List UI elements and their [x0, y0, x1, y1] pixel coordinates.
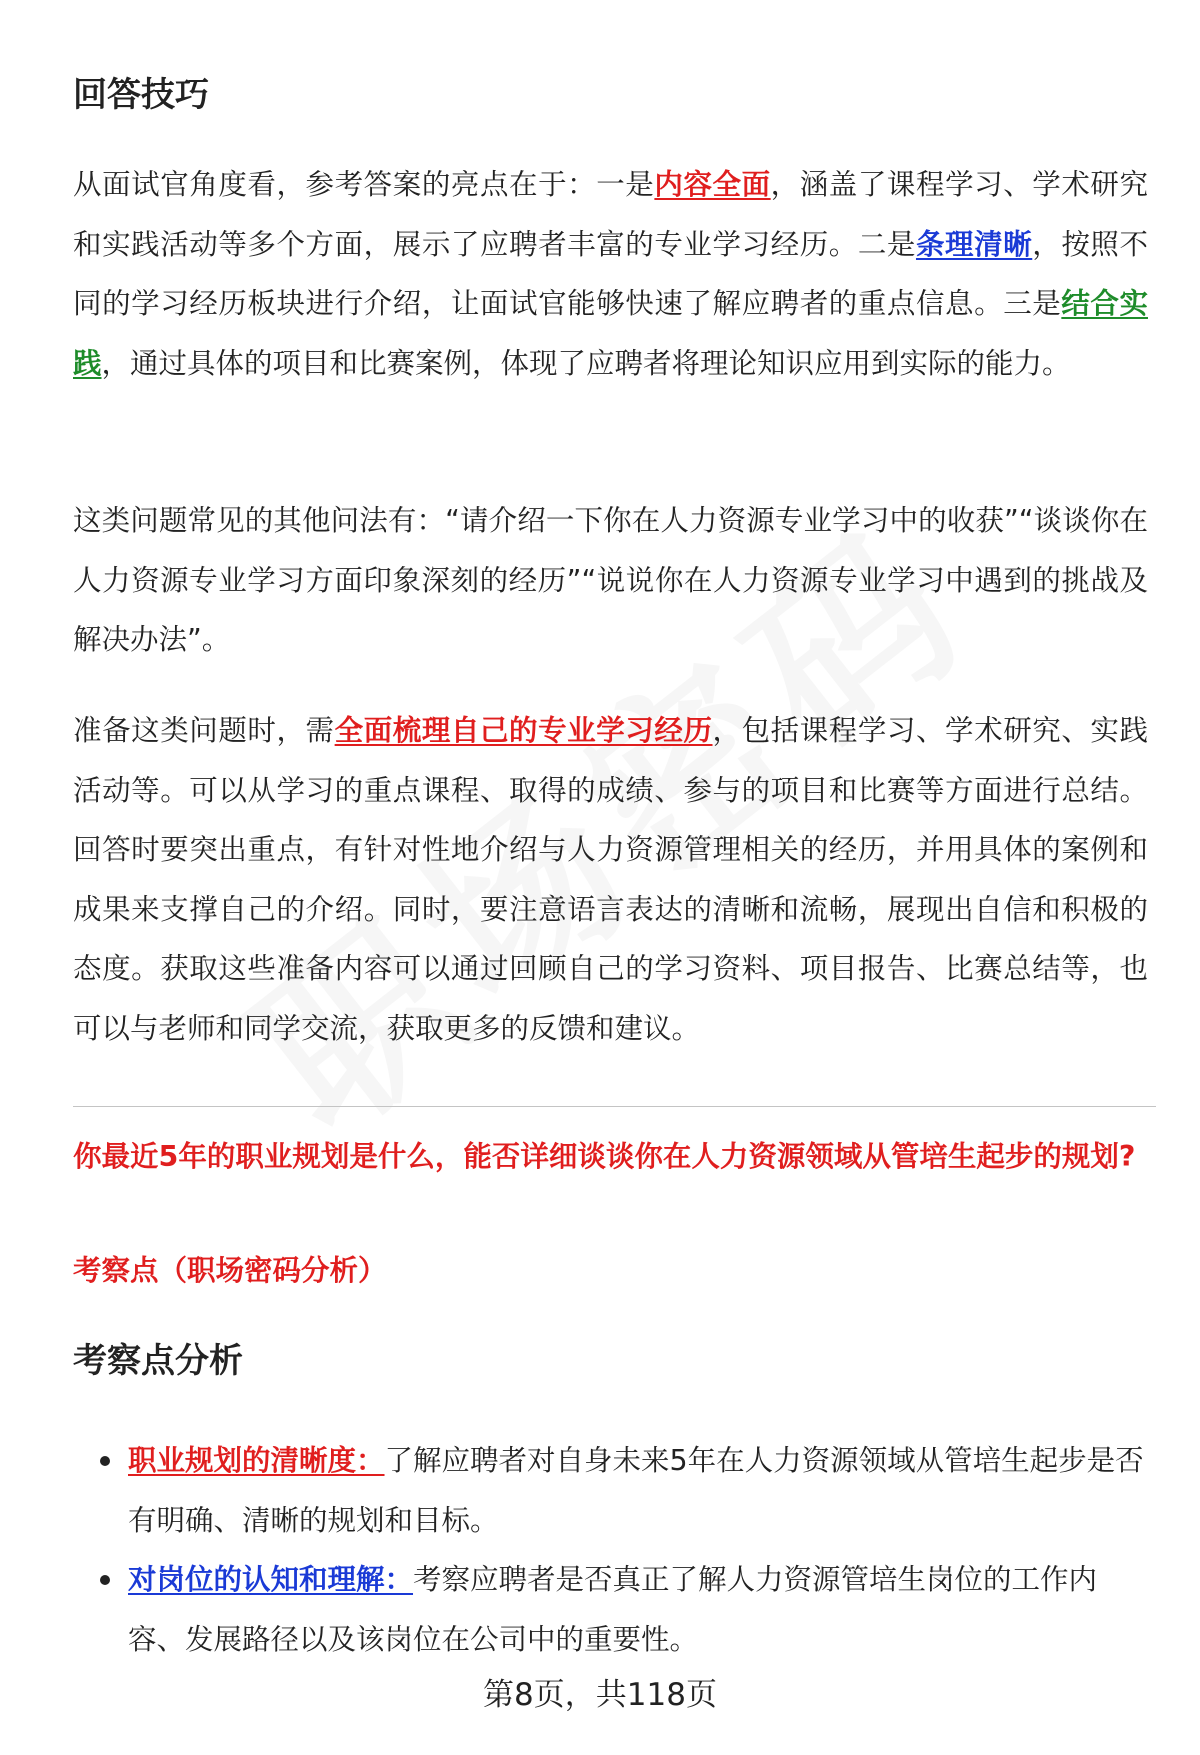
bullet-label: 职业规划的清晰度：: [128, 1444, 385, 1477]
text-run: ，通过具体的项目和比赛案例，体现了应聘者将理论知识应用到实际的能力。: [101, 346, 1071, 380]
highlight-review-experience: 全面梳理自己的专业学习经历: [334, 714, 713, 747]
page-number: 第8页，共118页: [483, 1677, 717, 1713]
assessment-label: 考察点（职场密码分析）: [73, 1254, 387, 1287]
text-run: ，涵盖了课程学习、学术研究和实践活动等多个方面，展示了应聘者丰富的专业学习经历。二是: [73, 168, 1148, 261]
assessment-bullet-list: [73, 1431, 1148, 1669]
bullet-text: 考察应聘者是否真正了解人力资源管培生岗位的工作内容、发展路径以及该岗位在公司中的重要性。: [128, 1563, 1098, 1656]
highlight-clear-structure: 条理清晰: [915, 227, 1033, 261]
bullet-text: 了解应聘者对自身未来5年在人力资源领域从管培生起步是否有明确、清晰的规划和目标。: [128, 1444, 1144, 1537]
highlight-combine-practice: 结合实践: [73, 287, 1148, 380]
highlight-content-comprehensive: 内容全面: [654, 168, 771, 201]
list-item: [73, 1431, 1148, 1550]
paragraph-preparation: [73, 701, 1148, 1058]
section-divider: [73, 1106, 1156, 1107]
section-heading-assessment-analysis: 考察点分析: [73, 1341, 243, 1381]
paragraph-highlights: [73, 155, 1148, 393]
text-run: 从面试官角度看，参考答案的亮点在于：一是: [73, 168, 655, 201]
text-run: 准备这类问题时，需: [73, 714, 335, 747]
interview-question: 你最近5年的职业规划是什么，能否详细谈谈你在人力资源领域从管培生起步的规划?: [73, 1140, 1136, 1173]
paragraph-other-phrasings: 这类问题常见的其他问法有：“请介绍一下你在人力资源专业学习中的收获”“谈谈你在人力资源专业学习方面印象深刻的经历”“说说你在人力资源专业学习中遇到的挑战及解决办法”。: [73, 504, 1148, 656]
bullet-icon: [100, 1456, 110, 1466]
text-run: ，按照不同的学习经历板块进行介绍，让面试官能够快速了解应聘者的重点信息。三是: [73, 227, 1148, 320]
bullet-icon: [100, 1575, 110, 1585]
bullet-label: 对岗位的认知和理解：: [128, 1563, 414, 1596]
section-heading-answer-tips: 回答技巧: [73, 75, 209, 115]
text-run: ，包括课程学习、学术研究、实践活动等。可以从学习的重点课程、取得的成绩、参与的项目和比赛等方面进行总结。回答时要突出重点，有针对性地介绍与人力资源管理相关的经历，并用具体的案例和成果来支撑自己的介绍。同时，要注意语言表达的清晰和流畅，展现出自信和积极的态度。获取这些准备内容可以通过回顾自己的学习资料、项目报告、比赛总结等，也可以与老师和同学交流，获取更多的反馈和建议。: [73, 714, 1148, 1045]
list-item: [73, 1550, 1148, 1669]
